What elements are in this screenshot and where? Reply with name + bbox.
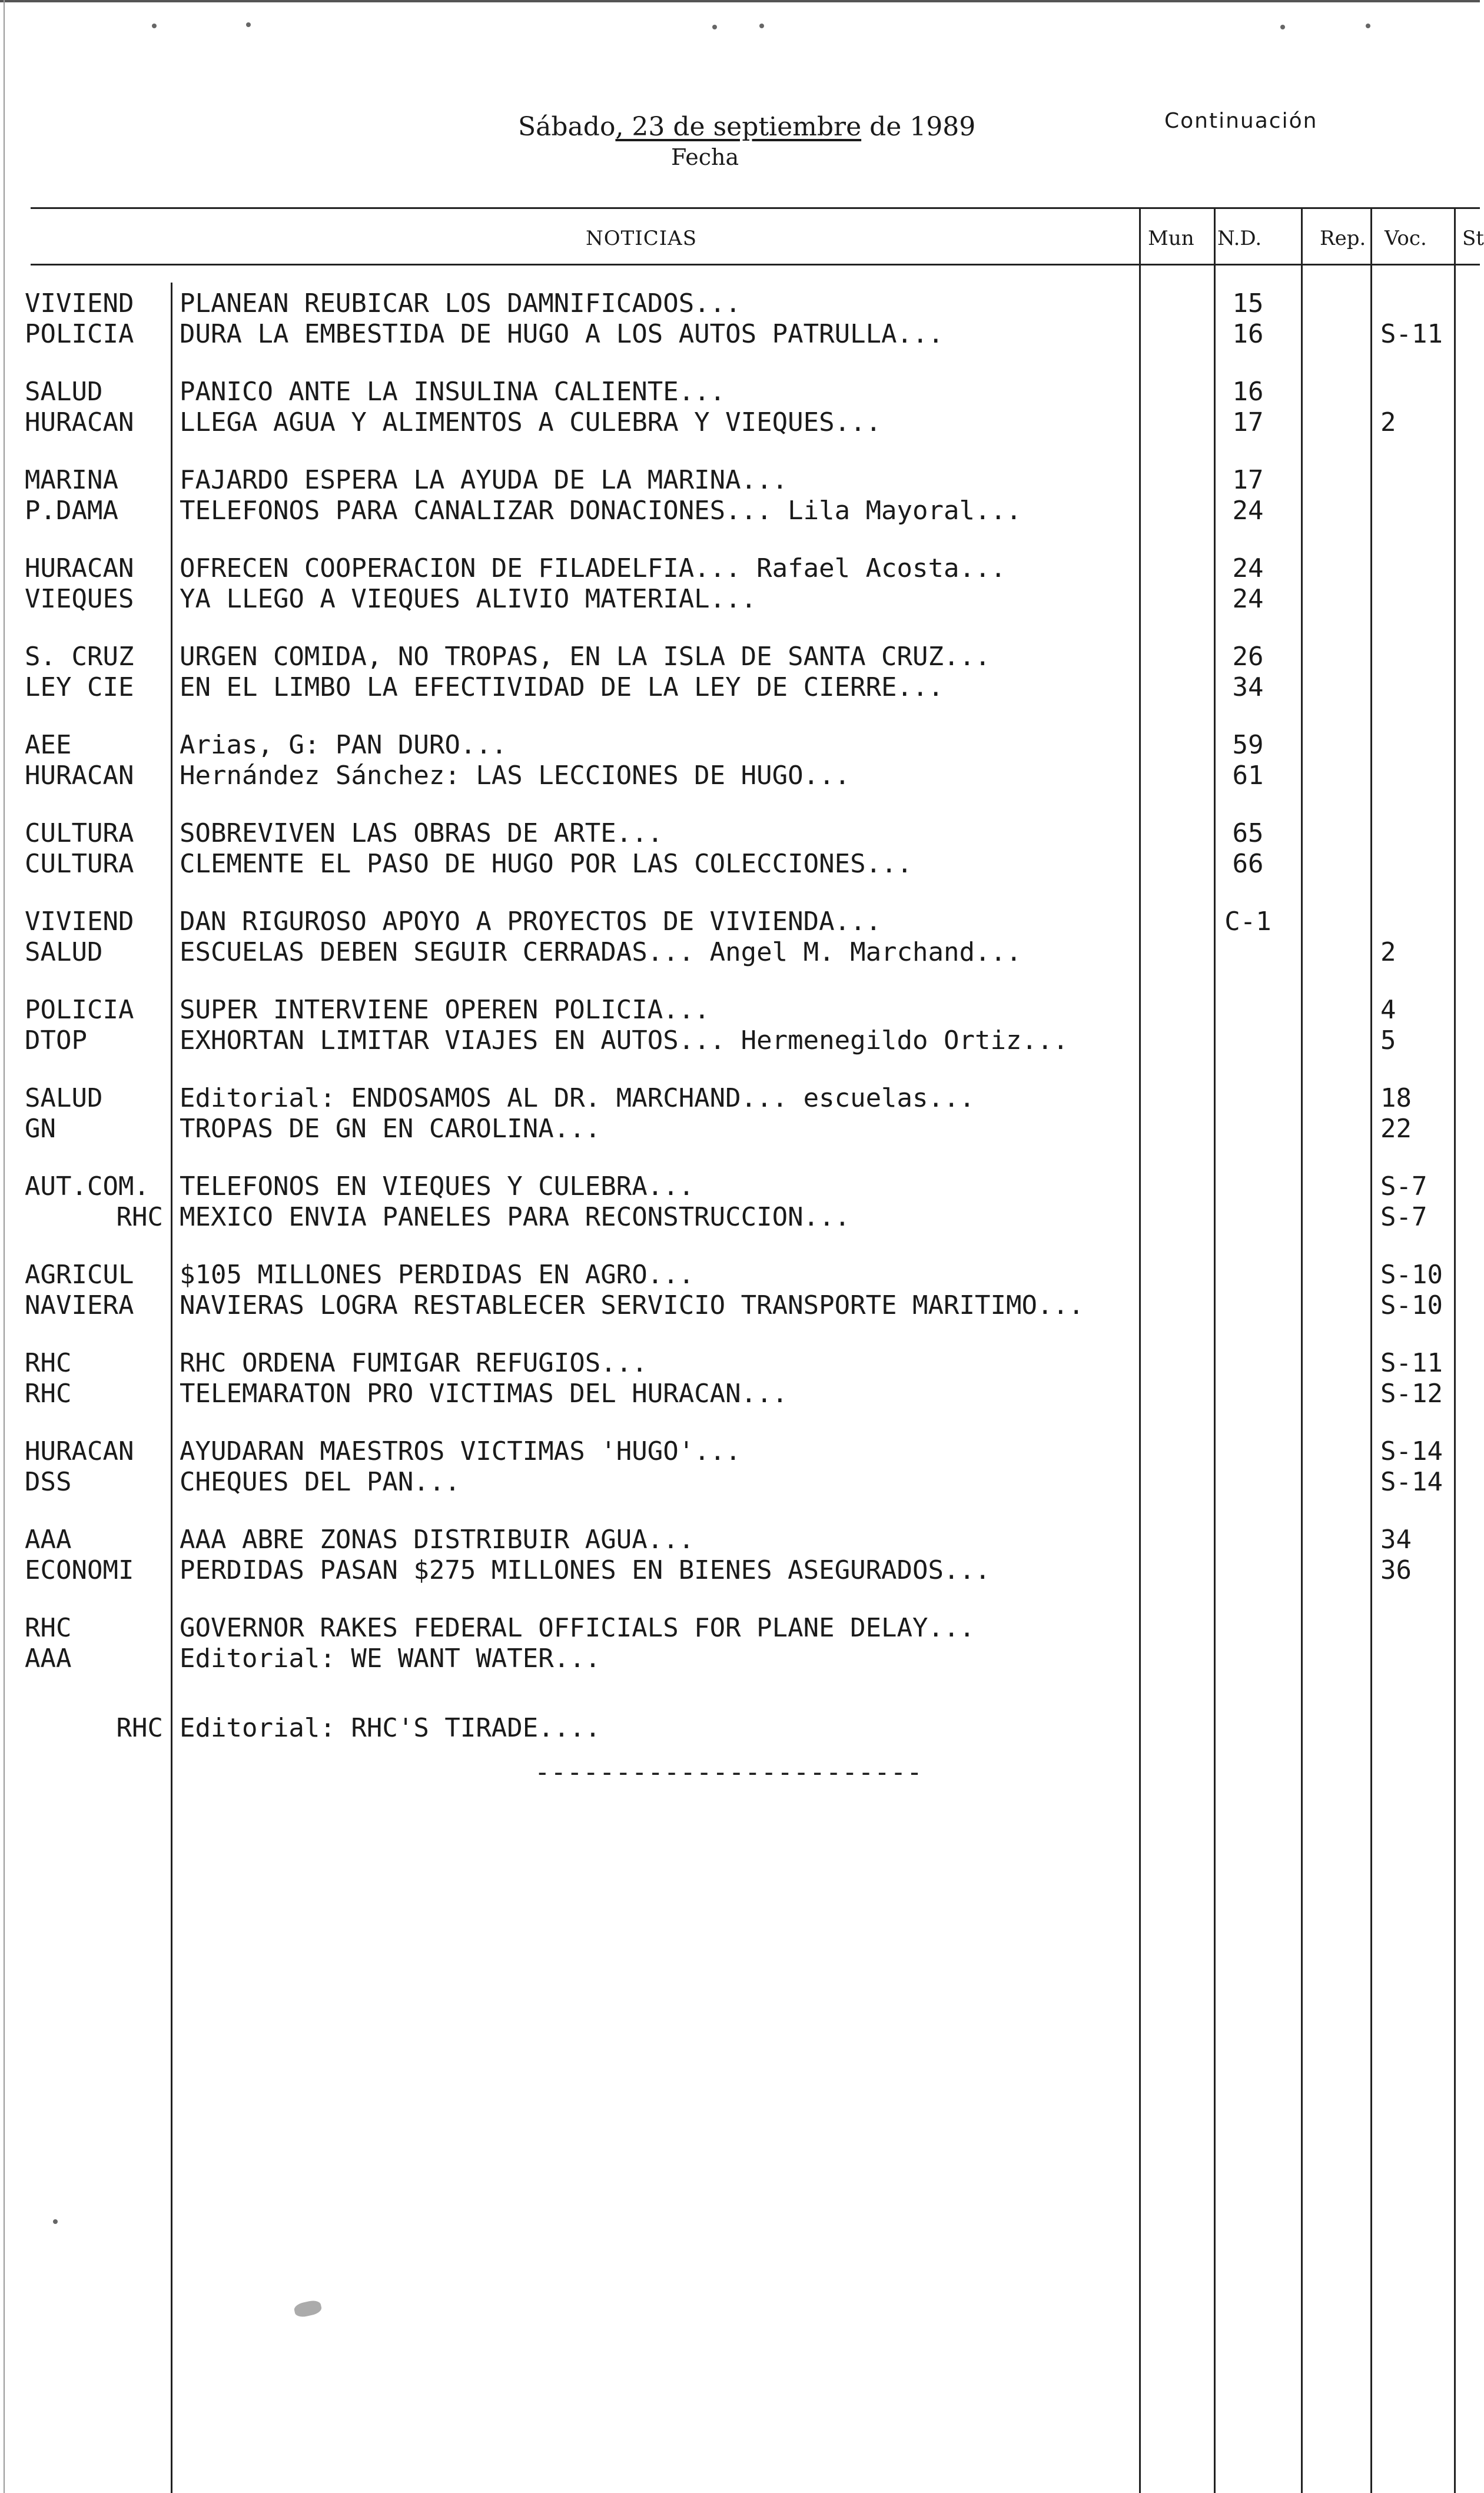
row-nd: 24: [1232, 584, 1264, 614]
rule-rep: [1301, 207, 1303, 2493]
row-title: RHC ORDENA FUMIGAR REFUGIOS...: [180, 1348, 648, 1378]
fecha-label: Fecha: [671, 144, 739, 170]
row-section: CULTURA: [25, 818, 134, 848]
row-section: LEY CIE: [25, 672, 134, 702]
row-title: LLEGA AGUA Y ALIMENTOS A CULEBRA Y VIEQUES...: [180, 407, 882, 437]
column-header-voc: Voc.: [1385, 227, 1427, 250]
row-voc: S-10: [1380, 1290, 1443, 1320]
row-nd: C-1: [1224, 907, 1271, 937]
row-section: AUT.COM.: [25, 1171, 150, 1201]
row-title: NAVIERAS LOGRA RESTABLECER SERVICIO TRANSPORTE MARITIMO...: [180, 1290, 1084, 1320]
header-top-rule: [31, 207, 1480, 209]
row-section: SALUD: [25, 1083, 103, 1113]
row-title: TELEFONOS PARA CANALIZAR DONACIONES... Lila Mayoral...: [180, 496, 1022, 526]
row-section: HURACAN: [25, 761, 134, 791]
row-title: EN EL LIMBO LA EFECTIVIDAD DE LA LEY DE CIERRE...: [180, 672, 944, 702]
row-nd: 16: [1232, 319, 1264, 349]
row-voc: S-11: [1380, 319, 1443, 349]
row-title: URGEN COMIDA, NO TROPAS, EN LA ISLA DE SANTA CRUZ...: [180, 642, 991, 672]
scan-speck: [246, 22, 251, 27]
row-section: MARINA: [25, 465, 118, 495]
column-header-rep: Rep.: [1320, 227, 1366, 250]
rule-voc: [1370, 207, 1372, 2493]
row-title: FAJARDO ESPERA LA AYUDA DE LA MARINA...: [180, 465, 788, 495]
rule-mun: [1139, 207, 1141, 2493]
row-voc: 34: [1380, 1525, 1412, 1555]
row-title: EXHORTAN LIMITAR VIAJES EN AUTOS... Hermenegildo Ortiz...: [180, 1025, 1068, 1055]
column-header-st: St: [1462, 227, 1484, 250]
row-section: RHC: [116, 1202, 163, 1232]
row-section: S. CRUZ: [25, 642, 134, 672]
row-section: RHC: [25, 1348, 72, 1378]
row-section: AEE: [25, 730, 72, 760]
row-voc: 5: [1380, 1025, 1396, 1055]
rule-st: [1454, 207, 1456, 2493]
row-voc: 2: [1380, 407, 1396, 437]
row-nd: 15: [1232, 288, 1264, 318]
header-bottom-rule: [31, 264, 1480, 265]
row-voc: S-7: [1380, 1171, 1427, 1201]
row-voc: 22: [1380, 1114, 1412, 1144]
scan-speck: [1366, 24, 1370, 28]
row-nd: 24: [1232, 553, 1264, 583]
row-section: GN: [25, 1114, 56, 1144]
row-title: OFRECEN COOPERACION DE FILADELFIA... Rafael Acosta...: [180, 553, 1006, 583]
row-title: TELEFONOS EN VIEQUES Y CULEBRA...: [180, 1171, 695, 1201]
row-title: Hernández Sánchez: LAS LECCIONES DE HUGO...: [180, 761, 851, 791]
row-title: TELEMARATON PRO VICTIMAS DEL HURACAN...: [180, 1379, 788, 1409]
date-suffix: de 1989: [861, 112, 976, 142]
scan-smudge: [293, 2299, 323, 2318]
row-section: VIEQUES: [25, 584, 134, 614]
row-nd: 66: [1232, 849, 1264, 879]
row-title: DURA LA EMBESTIDA DE HUGO A LOS AUTOS PATRULLA...: [180, 319, 944, 349]
row-title: PERDIDAS PASAN $275 MILLONES EN BIENES ASEGURADOS...: [180, 1555, 991, 1585]
row-voc: 36: [1380, 1555, 1412, 1585]
scan-speck: [759, 24, 764, 28]
row-voc: S-14: [1380, 1436, 1443, 1466]
row-voc: S-12: [1380, 1379, 1443, 1409]
row-voc: S-11: [1380, 1348, 1443, 1378]
row-title: TROPAS DE GN EN CAROLINA...: [180, 1114, 601, 1144]
row-section: NAVIERA: [25, 1290, 134, 1320]
row-section: VIVIEND: [25, 288, 134, 318]
row-section: ECONOMI: [25, 1555, 134, 1585]
row-title: Arias, G: PAN DURO...: [180, 730, 507, 760]
row-title: Editorial: WE WANT WATER...: [180, 1644, 601, 1674]
row-title: Editorial: RHC'S TIRADE....: [180, 1713, 601, 1743]
row-voc: 18: [1380, 1083, 1412, 1113]
row-nd: 34: [1232, 672, 1264, 702]
row-title: CLEMENTE EL PASO DE HUGO POR LAS COLECCIONES...: [180, 849, 913, 879]
row-title: PANICO ANTE LA INSULINA CALIENTE...: [180, 377, 726, 407]
row-section: RHC: [116, 1713, 163, 1743]
row-section: AAA: [25, 1644, 72, 1674]
row-section: AGRICUL: [25, 1260, 134, 1290]
row-title: DAN RIGUROSO APOYO A PROYECTOS DE VIVIENDA...: [180, 907, 882, 937]
row-section: RHC: [25, 1613, 72, 1643]
date-prefix: Sábado: [518, 112, 616, 142]
date-line: [518, 112, 975, 142]
row-title: AAA ABRE ZONAS DISTRIBUIR AGUA...: [180, 1525, 695, 1555]
row-voc: S-14: [1380, 1467, 1443, 1497]
scan-speck: [152, 24, 157, 28]
row-nd: 17: [1232, 465, 1264, 495]
row-voc: S-10: [1380, 1260, 1443, 1290]
row-section: DTOP: [25, 1025, 87, 1055]
row-voc: S-7: [1380, 1202, 1427, 1232]
scan-speck: [53, 2219, 58, 2224]
end-separator: ------------------------: [534, 1757, 923, 1787]
row-title: ESCUELAS DEBEN SEGUIR CERRADAS... Angel M. Marchand...: [180, 937, 1022, 967]
row-title: Editorial: ENDOSAMOS AL DR. MARCHAND... escuelas...: [180, 1083, 975, 1113]
row-section: RHC: [25, 1379, 72, 1409]
continuacion-label: Continuación: [1164, 109, 1318, 133]
row-section: DSS: [25, 1467, 72, 1497]
row-section: AAA: [25, 1525, 72, 1555]
row-nd: 17: [1232, 407, 1264, 437]
row-voc: 4: [1380, 995, 1396, 1025]
row-title: SUPER INTERVIENE OPEREN POLICIA...: [180, 995, 710, 1025]
date-underlined: , 23 de septiembre: [615, 112, 862, 142]
row-section: POLICIA: [25, 995, 134, 1025]
row-nd: 65: [1232, 818, 1264, 848]
top-edge-line: [0, 0, 1480, 2]
row-section: SALUD: [25, 377, 103, 407]
rule-section: [171, 283, 172, 2493]
scan-speck: [712, 25, 717, 29]
row-title: GOVERNOR RAKES FEDERAL OFFICIALS FOR PLANE DELAY...: [180, 1613, 975, 1643]
row-section: HURACAN: [25, 553, 134, 583]
left-edge-line: [4, 0, 5, 2493]
row-title: CHEQUES DEL PAN...: [180, 1467, 460, 1497]
row-nd: 16: [1232, 377, 1264, 407]
row-title: PLANEAN REUBICAR LOS DAMNIFICADOS...: [180, 288, 741, 318]
row-section: CULTURA: [25, 849, 134, 879]
scan-speck: [1280, 25, 1285, 29]
row-section: POLICIA: [25, 319, 134, 349]
rule-nd: [1214, 207, 1216, 2493]
row-section: P.DAMA: [25, 496, 118, 526]
row-title: MEXICO ENVIA PANELES PARA RECONSTRUCCION...: [180, 1202, 851, 1232]
row-nd: 24: [1232, 496, 1264, 526]
row-title: SOBREVIVEN LAS OBRAS DE ARTE...: [180, 818, 663, 848]
column-header-noticias: NOTICIAS: [586, 227, 698, 250]
row-nd: 61: [1232, 761, 1264, 791]
column-header-nd: N.D.: [1217, 227, 1262, 250]
row-title: $105 MILLONES PERDIDAS EN AGRO...: [180, 1260, 695, 1290]
row-voc: 2: [1380, 937, 1396, 967]
row-section: VIVIEND: [25, 907, 134, 937]
row-section: HURACAN: [25, 407, 134, 437]
row-nd: 59: [1232, 730, 1264, 760]
row-section: SALUD: [25, 937, 103, 967]
row-nd: 26: [1232, 642, 1264, 672]
row-section: HURACAN: [25, 1436, 134, 1466]
row-title: YA LLEGO A VIEQUES ALIVIO MATERIAL...: [180, 584, 757, 614]
column-header-mun: Mun: [1148, 227, 1194, 250]
row-title: AYUDARAN MAESTROS VICTIMAS 'HUGO'...: [180, 1436, 741, 1466]
